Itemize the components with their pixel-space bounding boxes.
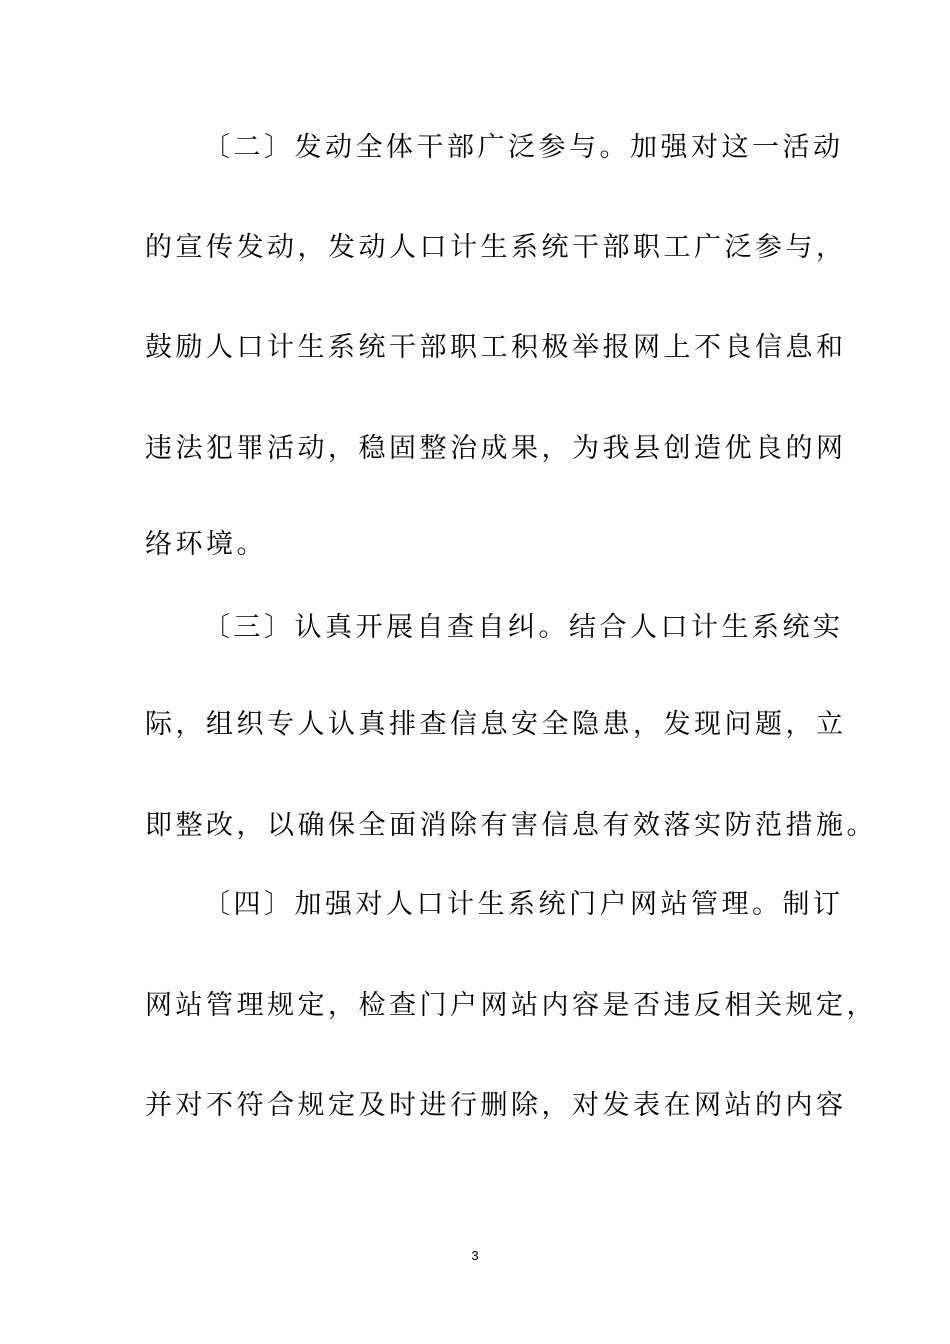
text-line: 络环境。	[145, 529, 267, 560]
text-line: 鼓励人口计生系统干部职工积极举报网上不良信息和	[145, 332, 847, 363]
text-line: 〔三〕认真开展自查自纠。结合人口计生系统实	[203, 612, 844, 643]
text-line: 并对不符合规定及时进行删除，对发表在网站的内容	[145, 1090, 847, 1121]
text-line: 际，组织专人认真排查信息安全隐患，发现问题，立	[145, 709, 847, 740]
text-line: 网站管理规定，检查门户网站内容是否违反相关规定，	[145, 990, 877, 1021]
text-line: 违法犯罪活动，稳固整治成果，为我县创造优良的网	[145, 433, 847, 464]
text-line: 〔四〕加强对人口计生系统门户网站管理。制订	[203, 889, 844, 920]
text-line: 〔二〕发动全体干部广泛参与。加强对这一活动	[203, 132, 844, 163]
text-line: 即整改，以确保全面消除有害信息有效落实防范措施。	[145, 810, 877, 841]
page-number: 3	[471, 1248, 479, 1263]
text-line: 的宣传发动，发动人口计生系统干部职工广泛参与，	[145, 232, 847, 263]
